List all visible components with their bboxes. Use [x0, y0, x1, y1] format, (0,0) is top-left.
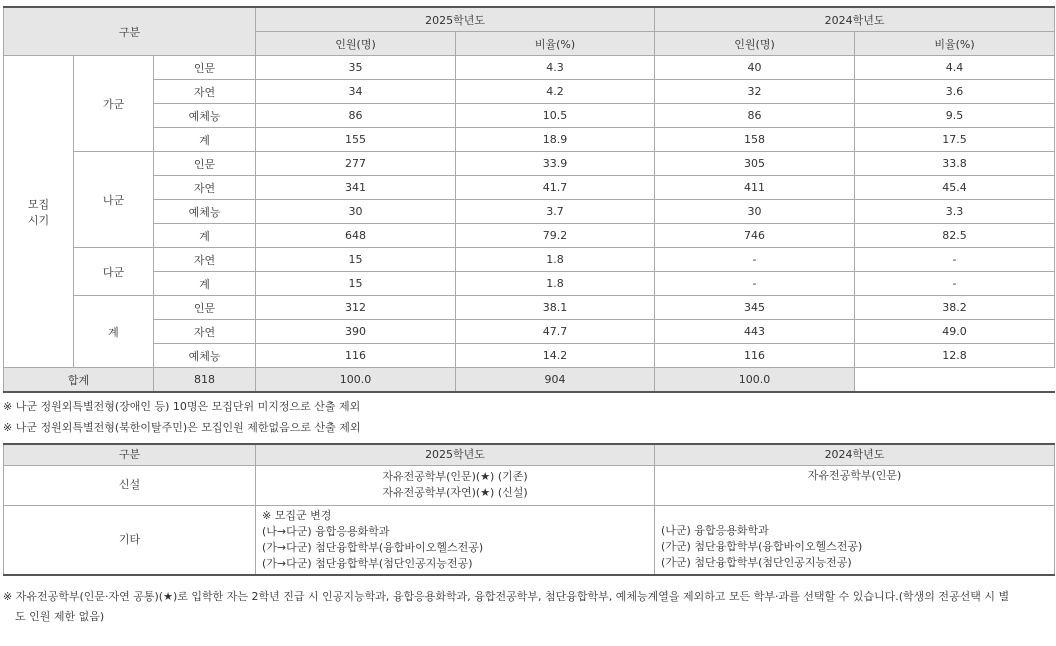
- header-count-2024: 인원(명): [655, 32, 855, 56]
- total-value-cell: 904: [456, 368, 655, 393]
- value-cell: 390: [256, 320, 456, 344]
- value-cell: -: [655, 248, 855, 272]
- total-row: [4, 368, 1055, 393]
- value-cell: 277: [256, 152, 456, 176]
- header-ratio-2024: 비율(%): [855, 32, 1055, 56]
- value-cell: 305: [655, 152, 855, 176]
- value-cell: 116: [256, 344, 456, 368]
- total-value-cell: 100.0: [655, 368, 855, 393]
- value-cell: 17.5: [855, 128, 1055, 152]
- table-row: [4, 320, 1055, 344]
- header-2024: 2024학년도: [655, 7, 1055, 32]
- table-row: [4, 176, 1055, 200]
- value-cell: 30: [256, 200, 456, 224]
- value-cell: 47.7: [456, 320, 655, 344]
- changes-table: [3, 443, 1055, 576]
- value-cell: 3.7: [456, 200, 655, 224]
- category-cell: 인문: [154, 152, 256, 176]
- value-cell: 155: [256, 128, 456, 152]
- t2-etc-label: 기타: [4, 505, 256, 575]
- category-cell: 예체능: [154, 104, 256, 128]
- admission-period-table: [3, 6, 1055, 393]
- value-cell: 746: [655, 224, 855, 248]
- category-cell: 자연: [154, 176, 256, 200]
- table-row: [4, 248, 1055, 272]
- value-cell: 38.1: [456, 296, 655, 320]
- value-cell: 3.3: [855, 200, 1055, 224]
- category-cell: 자연: [154, 80, 256, 104]
- value-cell: 34: [256, 80, 456, 104]
- etc-2025-line: (가→다군) 첨단융합학부(융합바이오헬스전공): [262, 540, 484, 554]
- category-cell: 계: [154, 272, 256, 296]
- footnote-line-2: 도 인원 제한 없음): [15, 610, 105, 623]
- value-cell: 79.2: [456, 224, 655, 248]
- table-row: [4, 224, 1055, 248]
- value-cell: 12.8: [855, 344, 1055, 368]
- header-count-2025: 인원(명): [256, 32, 456, 56]
- table-row: [4, 104, 1055, 128]
- table-row: [4, 200, 1055, 224]
- total-value-cell: 100.0: [256, 368, 456, 393]
- value-cell: 45.4: [855, 176, 1055, 200]
- value-cell: 341: [256, 176, 456, 200]
- t2-header-2025: 2025학년도: [256, 444, 655, 465]
- total-label: 합계: [4, 368, 154, 393]
- category-cell: 자연: [154, 320, 256, 344]
- total-value-cell: 818: [154, 368, 256, 393]
- table-row: [4, 80, 1055, 104]
- etc-2024-line: (가군) 첨단융합학부(융합바이오헬스전공): [661, 540, 863, 553]
- table-row: [4, 296, 1055, 320]
- new-2025-line: 자유전공학부(자연)(★) (신설): [382, 486, 528, 499]
- table-row: [4, 152, 1055, 176]
- value-cell: 10.5: [456, 104, 655, 128]
- value-cell: -: [655, 272, 855, 296]
- footnote-line-1: ※ 자유전공학부(인문·자연 공통)(★)로 입학한 자는 2학년 진급 시 인공지능학과, 융합응용화학과, 융합전공학부, 첨단융합학부, 예체능계열을 제외하고 모든 학부·과를 선택할 수 있습니다.(학생의 전공선택 시 별: [3, 590, 1010, 603]
- t2-etc-2024: [655, 505, 1055, 575]
- value-cell: 14.2: [456, 344, 655, 368]
- table-body: [4, 56, 1055, 393]
- value-cell: 40: [655, 56, 855, 80]
- value-cell: 4.2: [456, 80, 655, 104]
- t2-new-2025: [256, 465, 655, 505]
- value-cell: 15: [256, 272, 456, 296]
- t2-new-2024: 자유전공학부(인문): [655, 465, 1055, 505]
- value-cell: 345: [655, 296, 855, 320]
- value-cell: 86: [256, 104, 456, 128]
- value-cell: 82.5: [855, 224, 1055, 248]
- value-cell: 648: [256, 224, 456, 248]
- value-cell: 35: [256, 56, 456, 80]
- etc-2024-line: (나군) 융합응용화학과: [661, 524, 769, 537]
- table-row: [4, 272, 1055, 296]
- value-cell: 33.8: [855, 152, 1055, 176]
- header-ratio-2025: 비율(%): [456, 32, 655, 56]
- t2-etc-2025: [256, 505, 655, 575]
- category-cell: 계: [154, 224, 256, 248]
- etc-2025-line: (가→다군) 첨단융합학부(첨단인공지능전공): [262, 556, 473, 570]
- value-cell: 38.2: [855, 296, 1055, 320]
- note-1: ※ 나군 정원외특별전형(장애인 등) 10명은 모집단위 미지정으로 산출 제외: [3, 400, 361, 413]
- value-cell: 33.9: [456, 152, 655, 176]
- period-label: [4, 56, 74, 368]
- value-cell: 1.8: [456, 248, 655, 272]
- category-cell: 인문: [154, 56, 256, 80]
- value-cell: 116: [655, 344, 855, 368]
- header-gubun: 구분: [4, 7, 256, 56]
- value-cell: 86: [655, 104, 855, 128]
- new-2025-line: 자유전공학부(인문)(★) (기존): [382, 470, 528, 483]
- value-cell: 41.7: [456, 176, 655, 200]
- t2-new-label: 신설: [4, 465, 256, 505]
- category-cell: 자연: [154, 248, 256, 272]
- group-label: 다군: [74, 248, 154, 296]
- value-cell: 312: [256, 296, 456, 320]
- footnote: [3, 587, 1053, 627]
- value-cell: 411: [655, 176, 855, 200]
- note-2: ※ 나군 정원외특별전형(북한이탈주민)은 모집인원 제한없음으로 산출 제외: [3, 421, 361, 434]
- value-cell: 32: [655, 80, 855, 104]
- group-label: 가군: [74, 56, 154, 152]
- value-cell: 30: [655, 200, 855, 224]
- t2-header-gubun: 구분: [4, 444, 256, 465]
- value-cell: 443: [655, 320, 855, 344]
- etc-2025-line: ※ 모집군 변경: [262, 508, 332, 522]
- value-cell: 9.5: [855, 104, 1055, 128]
- table-row: [4, 56, 1055, 80]
- table-row: [4, 344, 1055, 368]
- header-2025: 2025학년도: [256, 7, 655, 32]
- period-line: 시기: [27, 213, 50, 227]
- category-cell: 계: [154, 128, 256, 152]
- value-cell: 4.3: [456, 56, 655, 80]
- value-cell: -: [855, 272, 1055, 296]
- value-cell: 158: [655, 128, 855, 152]
- etc-2024-line: (가군) 첨단융합학부(첨단인공지능전공): [661, 556, 852, 569]
- group-label: 나군: [74, 152, 154, 248]
- category-cell: 인문: [154, 296, 256, 320]
- value-cell: 49.0: [855, 320, 1055, 344]
- value-cell: 1.8: [456, 272, 655, 296]
- t2-header-2024: 2024학년도: [655, 444, 1055, 465]
- period-line: 모집: [27, 197, 50, 211]
- value-cell: 3.6: [855, 80, 1055, 104]
- value-cell: 4.4: [855, 56, 1055, 80]
- group-label: 계: [74, 296, 154, 368]
- value-cell: -: [855, 248, 1055, 272]
- etc-2025-line: (나→다군) 융합응용화학과: [262, 524, 390, 538]
- category-cell: 예체능: [154, 344, 256, 368]
- table-row: [4, 128, 1055, 152]
- category-cell: 예체능: [154, 200, 256, 224]
- value-cell: 18.9: [456, 128, 655, 152]
- value-cell: 15: [256, 248, 456, 272]
